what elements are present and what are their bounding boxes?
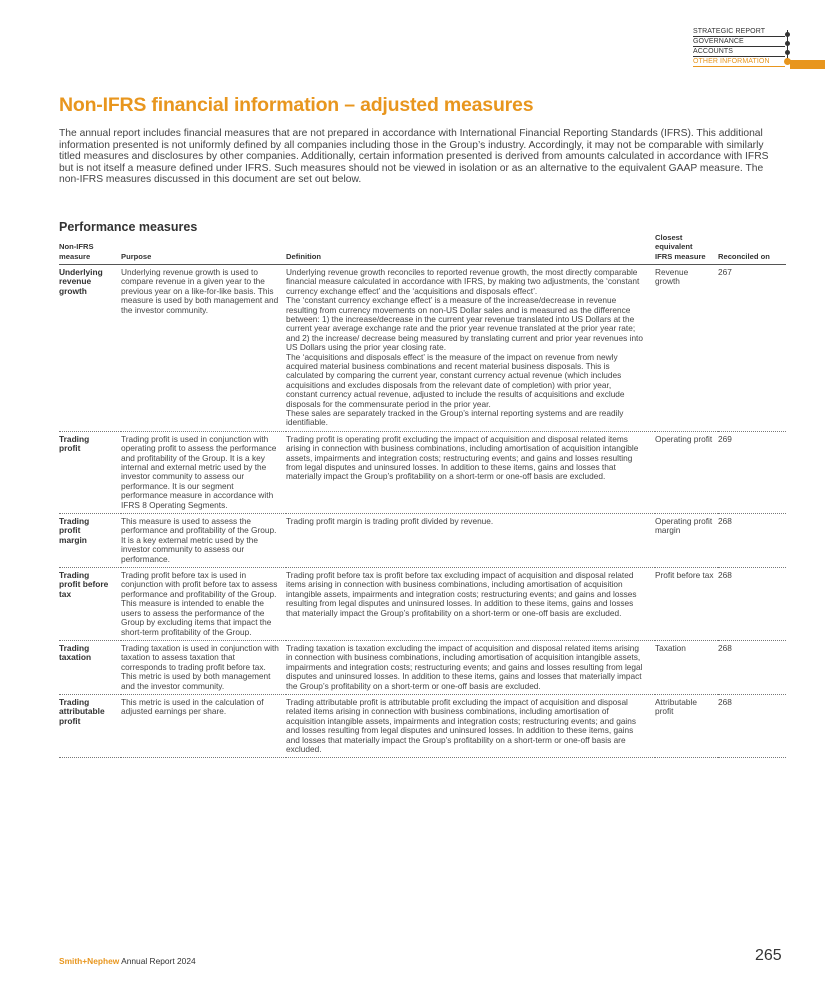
performance-measures-table bbox=[59, 233, 786, 758]
nav-marker-dot bbox=[785, 32, 790, 37]
brand-name: Smith+Nephew bbox=[59, 956, 120, 966]
reconciled-page: 268 bbox=[718, 516, 732, 527]
closest-ifrs-measure: Profit before tax bbox=[655, 570, 714, 581]
column-header-measure: Non-IFRS measure bbox=[59, 242, 94, 261]
closest-ifrs-measure: Operating profit margin bbox=[655, 516, 713, 536]
measure-name: Trading profit before tax bbox=[59, 570, 109, 599]
column-header-purpose: Purpose bbox=[121, 251, 152, 261]
table-row bbox=[59, 568, 786, 641]
definition-paragraph: Trading profit margin is trading profit divided by revenue. bbox=[286, 516, 494, 527]
definition-cell bbox=[286, 640, 655, 694]
table-row bbox=[59, 431, 786, 513]
purpose-cell: Trading profit before tax is used in conjunction with profit before tax to assess performance and profitability of the Group. This measure is intended to enable the users to assess the performance of the Group by excluding items that impact the short-term profitability of the Group. bbox=[121, 570, 278, 637]
nav-item-governance[interactable]: GOVERNANCE bbox=[693, 37, 785, 47]
definition-paragraph: These sales are separately tracked in the Group’s internal reporting systems and are readily identifiable. bbox=[286, 407, 624, 428]
nav-item-strategic-report[interactable]: STRATEGIC REPORT bbox=[693, 27, 785, 37]
table-row bbox=[59, 640, 786, 694]
footer-brand bbox=[59, 956, 196, 966]
page-number: 265 bbox=[755, 947, 782, 964]
closest-ifrs-measure: Taxation bbox=[655, 642, 686, 653]
nav-item-accounts[interactable]: ACCOUNTS bbox=[693, 47, 785, 57]
nav-marker-dot bbox=[785, 50, 790, 55]
report-name: Annual Report 2024 bbox=[119, 956, 196, 966]
reconciled-page: 268 bbox=[718, 642, 732, 653]
definition-cell bbox=[286, 264, 655, 431]
section-nav bbox=[693, 27, 785, 67]
table-row bbox=[59, 694, 786, 757]
intro-paragraph: The annual report includes financial measures that are not prepared in accordance with International Financial Reporting Standards (IFRS). This additional information presented is not uniformly defined by all companies including those in the Group’s industry. Accordingly, it may not be comparable with similarly titled measures and disclosures by other companies. Additionally, certain information presented is derived from amounts calculated in accordance with IFRS but is not itself a measure defined under IFRS. Such measures should not be viewed in isolation or as an alternative to the equivalent GAAP measure. The non-IFRS measures discussed in this document are set out below. bbox=[59, 128, 769, 186]
reconciled-page: 268 bbox=[718, 696, 732, 707]
active-section-tab bbox=[790, 60, 825, 69]
purpose-cell: This measure is used to assess the performance and profitability of the Group. It is a key external metric used by the investor community to assess our performance. bbox=[121, 516, 277, 564]
measure-name: Trading attributable profit bbox=[59, 696, 105, 726]
purpose-cell: Trading profit is used in conjunction with operating profit to assess the performance and profitability of the Group. It is a key internal and external metric used by the investor community to assess our performance. It is our segment performance measure in accordance with IFRS 8 Operating Segments. bbox=[121, 433, 277, 510]
nav-item-other-information[interactable]: OTHER INFORMATION bbox=[693, 57, 785, 67]
column-header-definition: Definition bbox=[286, 251, 322, 261]
measure-name: Underlying revenue growth bbox=[59, 266, 103, 296]
reconciled-page: 269 bbox=[718, 433, 732, 444]
definition-cell bbox=[286, 514, 655, 568]
definition-paragraph: Trading profit before tax is profit before tax excluding impact of acquisition and disposal related items arising in connection with business combinations, including amortisation of acquisition intangible assets, impairments and integration costs; restructuring events; and gains and losses resulting from legal disputes and uninsured losses. In addition to these items, gains and losses that materially impact the Group’s profitability on a short-term or one-off basis are excluded. bbox=[286, 570, 637, 618]
definition-cell bbox=[286, 431, 655, 513]
reconciled-page: 267 bbox=[718, 266, 732, 277]
closest-ifrs-measure: Revenue growth bbox=[655, 266, 689, 287]
definition-paragraph: Trading profit is operating profit excluding the impact of acquisition and disposal related items arising in connection with business combinations, including amortisation of acquisition intangible assets, impairments and integration costs; restructuring events; and gains and losses resulting from legal disputes and uninsured losses. In addition to these items, gains and losses that materially impact the Group’s profitability on a short-term or one-off basis are excluded. bbox=[286, 433, 639, 482]
purpose-cell: This metric is used in the calculation of adjusted earnings per share. bbox=[121, 696, 264, 717]
closest-ifrs-measure: Operating profit bbox=[655, 433, 713, 444]
measure-name: Trading profit margin bbox=[59, 516, 90, 545]
definition-cell bbox=[286, 568, 655, 641]
purpose-cell: Underlying revenue growth is used to compare revenue in a given year to the previous year on a like-for-like basis. This measure is used by both management and the investor community. bbox=[121, 266, 279, 315]
measure-name: Trading profit bbox=[59, 433, 90, 454]
definition-paragraph: The ‘acquisitions and disposals effect’ is the measure of the impact on revenue from newly acquired material business combinations and recent material business disposals. This is calculated by comparing the current year, constant currency actual revenue (which includes acquisitions and excludes disposals from the relevant date of completion) with prior year, constant currency actual revenue, adjusted to include the results of acquisitions and exclude disposals for the commensurate period in the prior year. bbox=[286, 351, 625, 409]
measure-name: Trading taxation bbox=[59, 642, 92, 663]
column-header-closest-ifrs: Closest equivalent IFRS measure bbox=[655, 233, 706, 261]
column-header-reconciled-on: Reconciled on bbox=[718, 251, 770, 261]
purpose-cell: Trading taxation is used in conjunction with taxation to assess taxation that corresponds to trading profit before tax. This metric is used by both management and the investor community. bbox=[121, 642, 279, 691]
definition-paragraph: Trading attributable profit is attributable profit excluding the impact of acquisition and disposal related items arising in connection with business combinations, including amortisation of acquisition intangible assets, impairments and integration costs; restructuring events; and gains and losses resulting from legal disputes and uninsured losses. In addition to these items, gains and losses that materially impact the Group’s profitability on a short-term or one-off basis are excluded. bbox=[286, 696, 637, 754]
reconciled-page: 268 bbox=[718, 570, 732, 581]
table-row bbox=[59, 264, 786, 431]
definition-cell bbox=[286, 694, 655, 757]
table-header-row bbox=[59, 233, 786, 264]
nav-marker-dot bbox=[785, 41, 790, 46]
section-heading: Performance measures bbox=[59, 220, 198, 234]
page-title: Non-IFRS financial information – adjusted measures bbox=[59, 94, 534, 116]
table-row bbox=[59, 514, 786, 568]
closest-ifrs-measure: Attributable profit bbox=[655, 696, 697, 717]
definition-paragraph: Trading taxation is taxation excluding the impact of acquisition and disposal related items arising in connection with business combinations, including amortisation of acquisition intangible assets, impairments and integration costs; restructuring events; and gains and losses resulting from legal disputes and uninsured losses. In addition to these items, gains and losses that materially impact the Group’s profitability on a short-term or one-off basis are excluded. bbox=[286, 642, 643, 691]
definition-paragraph: The ‘constant currency exchange effect’ is a measure of the increase/decrease in revenue resulting from currency movements on non-US Dollar sales and is measured as the difference between: 1) the increase/decrease in the current year revenue translated into US Dollars at the current year average exchange rate and the prior year revenue translated at the prior year rate; and 2) the increase/ decrease being measured by translating current and prior year revenues into US Dollars using the prior year closing rate. bbox=[286, 295, 643, 353]
definition-paragraph: Underlying revenue growth reconciles to reported revenue growth, the most directly comparable financial measure calculated in accordance with IFRS, by making two adjustments, the ‘constant currency exchange effect’ and the ‘acquisitions and disposals effect’. bbox=[286, 266, 640, 296]
